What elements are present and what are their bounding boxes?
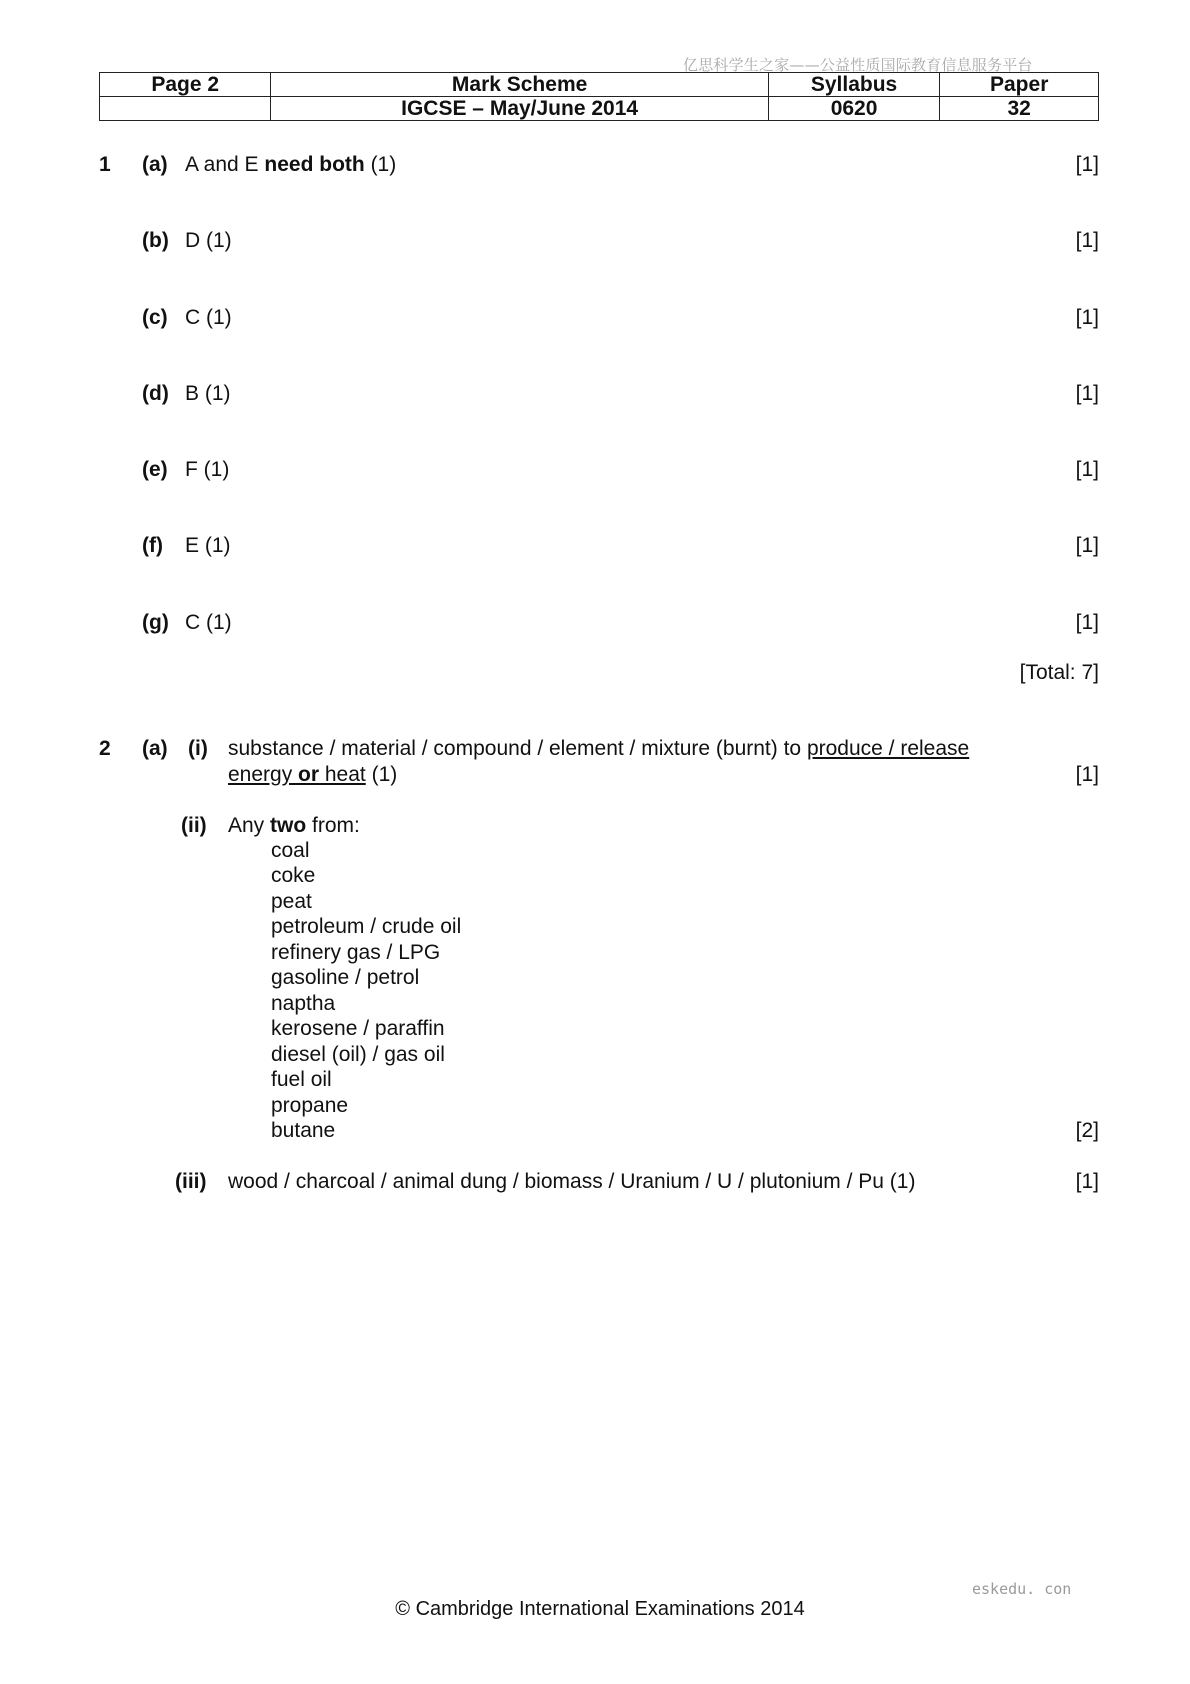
- answer-text: substance / material / compound / element / mixture (burnt) to produce / release: [228, 737, 970, 760]
- header-table: [99, 72, 1099, 121]
- mark-value: [1]: [1075, 153, 1099, 176]
- mark-value: [1]: [1075, 534, 1099, 557]
- mark-value: [1]: [1075, 306, 1099, 329]
- answer-text: F (1): [185, 458, 230, 481]
- header-row-titles: [100, 73, 1099, 97]
- header-page-cell: Page 2: [100, 73, 271, 97]
- answer-text: D (1): [185, 229, 232, 252]
- mark-value: [1]: [1075, 229, 1099, 252]
- header-paper-cell: Paper: [940, 73, 1099, 97]
- list-item: petroleum / crude oil: [271, 915, 462, 938]
- list-item: fuel oil: [271, 1068, 332, 1091]
- part-label: (f): [142, 534, 163, 557]
- list-item: kerosene / paraffin: [271, 1017, 445, 1040]
- site-watermark: eskedu. con: [972, 1580, 1072, 1598]
- header-doc-cell: Mark Scheme: [271, 73, 768, 97]
- part-label: (g): [142, 611, 169, 634]
- header-empty-cell: [100, 97, 271, 121]
- mark-value: [1]: [1075, 763, 1099, 786]
- part-label: (a): [142, 153, 168, 176]
- list-item: gasoline / petrol: [271, 966, 420, 989]
- part-label: (d): [142, 382, 169, 405]
- answer-text: B (1): [185, 382, 231, 405]
- list-item: propane: [271, 1094, 349, 1117]
- answer-text: A and E need both (1): [185, 153, 397, 176]
- list-item: coal: [271, 839, 310, 862]
- total-mark: [Total: 7]: [1019, 661, 1099, 684]
- part-label: (a): [142, 737, 168, 760]
- answer-text: energy or heat (1): [228, 763, 398, 786]
- header-syllabus-cell: Syllabus: [768, 73, 940, 97]
- list-item: peat: [271, 890, 312, 913]
- list-item: diesel (oil) / gas oil: [271, 1043, 445, 1066]
- answer-text: C (1): [185, 611, 232, 634]
- mark-value: [1]: [1075, 458, 1099, 481]
- header-paper-number-cell: 32: [940, 97, 1099, 121]
- subpart-label: (iii): [175, 1170, 207, 1193]
- answer-text: wood / charcoal / animal dung / biomass / Uranium / U / plutonium / Pu (1): [228, 1170, 916, 1193]
- copyright-footer: © Cambridge International Examinations 2014: [395, 1598, 805, 1620]
- part-label: (e): [142, 458, 168, 481]
- answer-text: C (1): [185, 306, 232, 329]
- mark-value: [1]: [1075, 611, 1099, 634]
- part-label: (b): [142, 229, 169, 252]
- list-item: butane: [271, 1119, 336, 1142]
- subpart-label: (ii): [181, 814, 207, 837]
- header-syllabus-code-cell: 0620: [768, 97, 940, 121]
- answer-text: E (1): [185, 534, 231, 557]
- subpart-label: (i): [188, 737, 208, 760]
- list-item: naptha: [271, 992, 336, 1015]
- mark-value: [1]: [1075, 382, 1099, 405]
- question-number: 1: [99, 153, 111, 176]
- mark-value: [2]: [1075, 1119, 1099, 1142]
- header-row-values: [100, 97, 1099, 121]
- header-exam-cell: IGCSE – May/June 2014: [271, 97, 768, 121]
- mark-value: [1]: [1075, 1170, 1099, 1193]
- question-number: 2: [99, 737, 111, 760]
- list-item: coke: [271, 864, 316, 887]
- answer-intro: Any two from:: [228, 814, 360, 837]
- watermark-text: 亿思科学生之家——公益性质国际教育信息服务平台: [683, 56, 1033, 74]
- list-item: refinery gas / LPG: [271, 941, 441, 964]
- part-label: (c): [142, 306, 168, 329]
